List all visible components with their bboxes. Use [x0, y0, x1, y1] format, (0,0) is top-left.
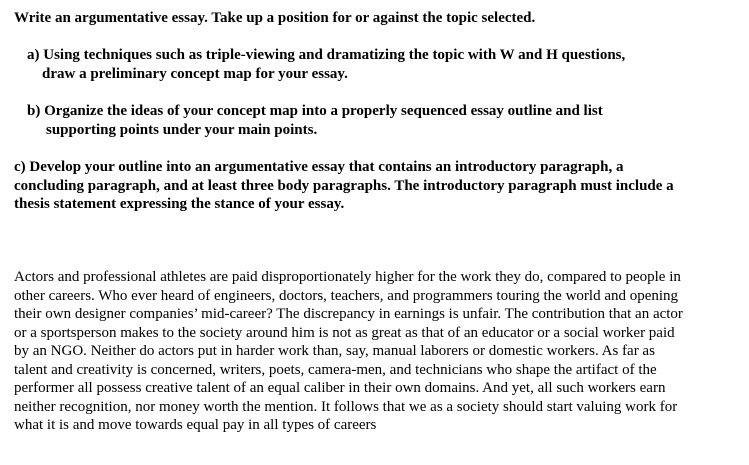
essay-line: or a sportsperson makes to the society around him is not as great as that of an educator or a social worker paid [14, 325, 675, 341]
prompt-part-b-line-1: b) Organize the ideas of your concept map into a properly sequenced essay outline and list [27, 103, 603, 119]
essay-line: their own designer companies’ mid-career? The discrepancy in earnings is unfair. The contribution that an actor [14, 306, 683, 322]
prompt-part-b-line-2: supporting points under your main points. [46, 122, 318, 138]
essay-line: Actors and professional athletes are paid disproportionately higher for the work they do, compared to people in [14, 269, 681, 285]
essay-line: performer all possess creative talent of an equal caliber in their own domains. And yet, all such workers earn [14, 380, 666, 396]
prompt-part-c-line-3: thesis statement expressing the stance of your essay. [14, 196, 345, 212]
prompt-intro: Write an argumentative essay. Take up a position for or against the topic selected. [14, 10, 536, 26]
prompt-part-a-line-1: a) Using techniques such as triple-viewing and dramatizing the topic with W and H questions, [27, 47, 626, 63]
essay-line: what it is and move towards equal pay in all types of careers [14, 417, 377, 433]
prompt-part-a-line-2: draw a preliminary concept map for your essay. [42, 66, 348, 82]
essay-line: talent and creativity is concerned, writers, poets, camera-men, and technicians who shape the artifact of the [14, 362, 657, 378]
prompt-part-c-line-1: c) Develop your outline into an argumentative essay that contains an introductory paragraph, a [14, 159, 624, 175]
prompt-part-c-line-2: concluding paragraph, and at least three body paragraphs. The introductory paragraph must include a [14, 178, 674, 194]
essay-line: by an NGO. Neither do actors put in harder work than, say, manual laborers or domestic workers. As far as [14, 343, 655, 359]
essay-line: neither recognition, nor money worth the mention. It follows that we as a society should start valuing work for [14, 399, 678, 415]
essay-line: other careers. Who ever heard of engineers, doctors, teachers, and programmers touring the world and opening [14, 288, 679, 304]
